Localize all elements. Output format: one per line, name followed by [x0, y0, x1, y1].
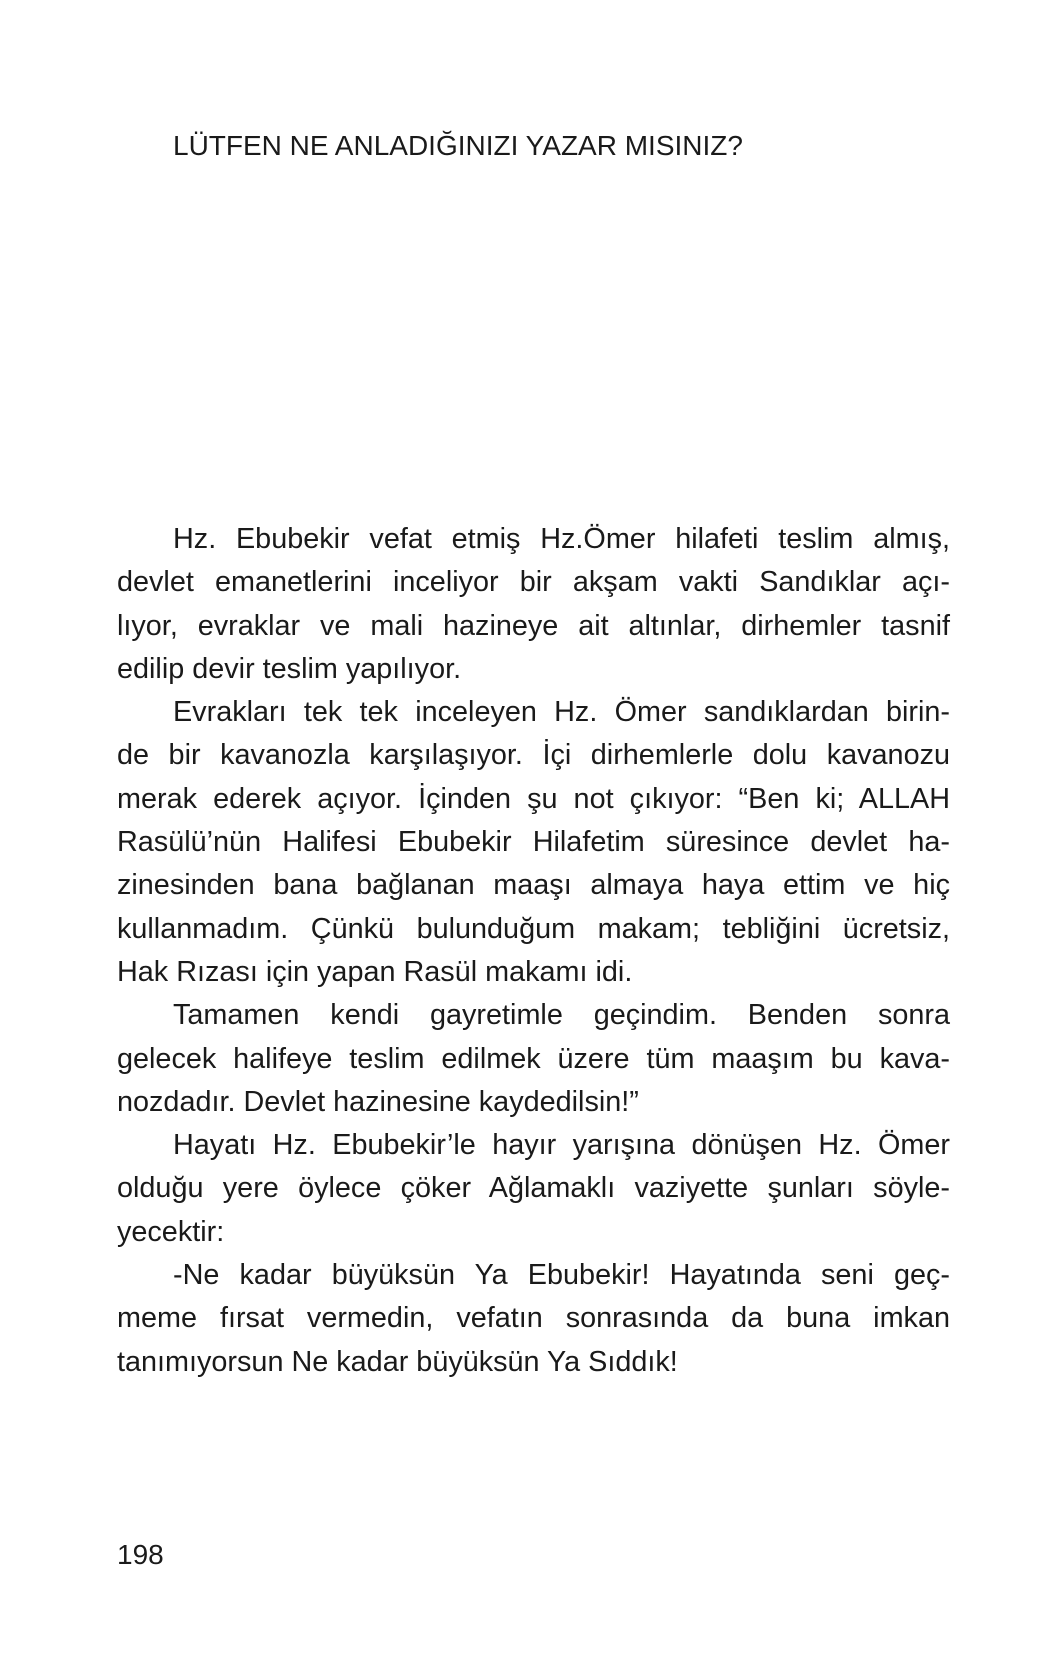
paragraph-1-line-4: edilip devir teslim yapılıyor. [117, 652, 462, 685]
paragraph-2-line-7: Hak Rızası için yapan Rasül makamı idi. [117, 955, 633, 988]
paragraph-3-line-1: Tamamen kendi gayretimle geçindim. Benden sonra [173, 999, 950, 1032]
paragraph-4-line-2: olduğu yere öylece çöker Ağlamaklı vaziyette şunları söyle- [117, 1172, 950, 1205]
paragraph-3-line-2: gelecek halifeye teslim edilmek üzere tüm maaşım bu kava- [117, 1042, 950, 1075]
paragraph-3-line-3: nozdadır. Devlet hazinesine kaydedilsin!” [117, 1085, 639, 1118]
paragraph-4-line-1: Hayatı Hz. Ebubekir’le hayır yarışına dönüşen Hz. Ömer [173, 1129, 950, 1162]
page-number: 198 [117, 1539, 164, 1570]
paragraph-2-line-2: de bir kavanozla karşılaşıyor. İçi dirhemlerle dolu kavanozu [117, 739, 950, 772]
paragraph-1-line-3: lıyor, evraklar ve mali hazineye ait altınlar, dirhemler tasnif [117, 609, 950, 642]
paragraph-2-line-6: kullanmadım. Çünkü bulunduğum makam; tebliğini ücretsiz, [117, 912, 950, 945]
paragraph-5-line-1: -Ne kadar büyüksün Ya Ebubekir! Hayatında seni geç- [173, 1259, 950, 1292]
paragraph-2-line-5: zinesinden bana bağlanan maaşı almaya haya ettim ve hiç [117, 869, 950, 902]
paragraph-5-line-2: meme fırsat vermedin, vefatın sonrasında da buna imkan [117, 1302, 950, 1335]
paragraph-1-line-2: devlet emanetlerini inceliyor bir akşam vakti Sandıklar açı- [117, 566, 950, 599]
story-body [117, 518, 950, 1384]
paragraph-5-line-3: tanımıyorsun Ne kadar büyüksün Ya Sıddık! [117, 1345, 678, 1378]
paragraph-4-line-3: yecektir: [117, 1215, 225, 1248]
paragraph-2-line-4: Rasülü’nün Halifesi Ebubekir Hilafetim süresince devlet ha- [117, 826, 950, 859]
paragraph-2-line-1: Evrakları tek tek inceleyen Hz. Ömer sandıklardan birin- [173, 696, 950, 729]
page-heading: LÜTFEN NE ANLADIĞINIZI YAZAR MISINIZ? [173, 130, 743, 161]
paragraph-1-line-1: Hz. Ebubekir vefat etmiş Hz.Ömer hilafeti teslim almış, [173, 523, 950, 555]
paragraph-2-line-3: merak ederek açıyor. İçinden şu not çıkıyor: “Ben ki; ALLAH [117, 782, 950, 815]
